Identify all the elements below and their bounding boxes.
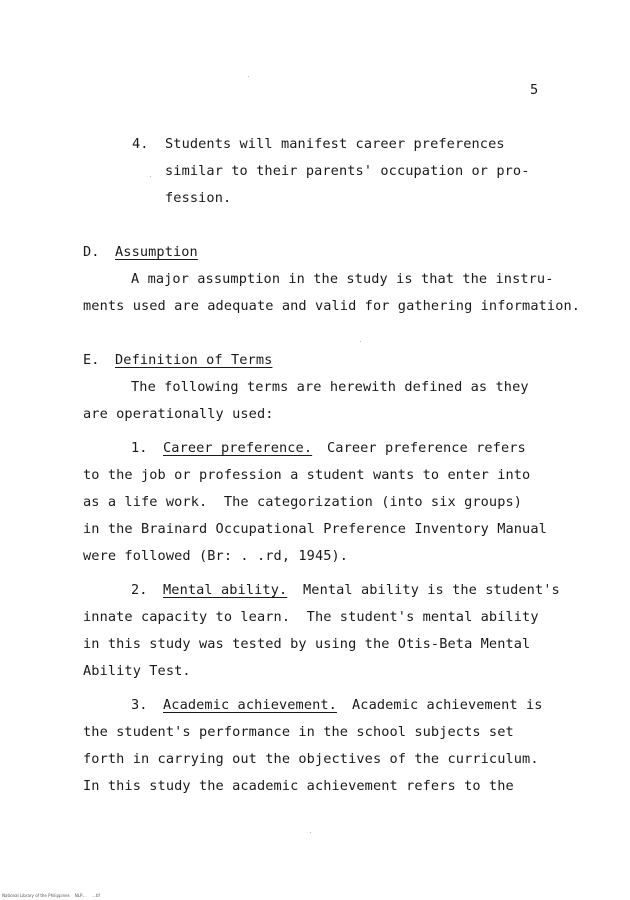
section-e-intro-2: are operationally used: (83, 406, 274, 422)
term-1-line-1: to the job or profession a student wants to enter into (83, 467, 531, 483)
section-d-line-1: A major assumption in the study is that the instru- (131, 271, 554, 287)
item-4-number: 4. (132, 136, 149, 152)
section-e-letter: E. (83, 352, 100, 368)
term-1-name: Career preference. (163, 440, 313, 456)
section-e-heading: Definition of Terms (115, 352, 273, 368)
term-3-line-2: forth in carrying out the objectives of the curriculum. (83, 751, 539, 767)
term-2-name: Mental ability. (163, 582, 288, 598)
term-2-line-2: in this study was tested by using the Otis-Beta Mental (83, 636, 531, 652)
scan-speck (248, 76, 249, 77)
term-2-line-1: innate capacity to learn. The student's mental ability (83, 609, 539, 625)
section-e-intro-1: The following terms are herewith defined as they (131, 379, 529, 395)
section-d-line-2: ments used are adequate and valid for gathering information. (83, 298, 581, 314)
scan-speck (360, 341, 361, 342)
term-1-number: 1. (131, 440, 148, 456)
term-2-line-3: Ability Test. (83, 663, 191, 679)
term-3-line-3: In this study the academic achievement refers to the (83, 778, 514, 794)
scan-speck (310, 832, 311, 833)
scan-footer: National Library of the Philippines NLP... ...tif (2, 893, 100, 898)
item-4-line-3: fession. (165, 190, 232, 206)
scan-speck (150, 176, 151, 177)
term-3-first-line-rest: Academic achievement is (352, 697, 543, 713)
term-3-name: Academic achievement. (163, 697, 337, 713)
section-d-heading: Assumption (115, 244, 198, 260)
term-2-first-line-rest: Mental ability is the student's (303, 582, 560, 598)
term-3-line-1: the student's performance in the school subjects set (83, 724, 514, 740)
item-4-line-1: Students will manifest career preferences (165, 136, 505, 152)
term-2-number: 2. (131, 582, 148, 598)
term-1-line-3: in the Brainard Occupational Preference Inventory Manual (83, 521, 547, 537)
term-1-line-2: as a life work. The categorization (into six groups) (83, 494, 523, 510)
page-number: 5 (530, 82, 539, 98)
section-d-letter: D. (83, 244, 100, 260)
term-1-first-line-rest: Career preference refers (327, 440, 526, 456)
term-1-line-4: were followed (Br: . .rd, 1945). (83, 548, 349, 564)
term-3-number: 3. (131, 697, 148, 713)
item-4-line-2: similar to their parents' occupation or pro- (165, 163, 530, 179)
